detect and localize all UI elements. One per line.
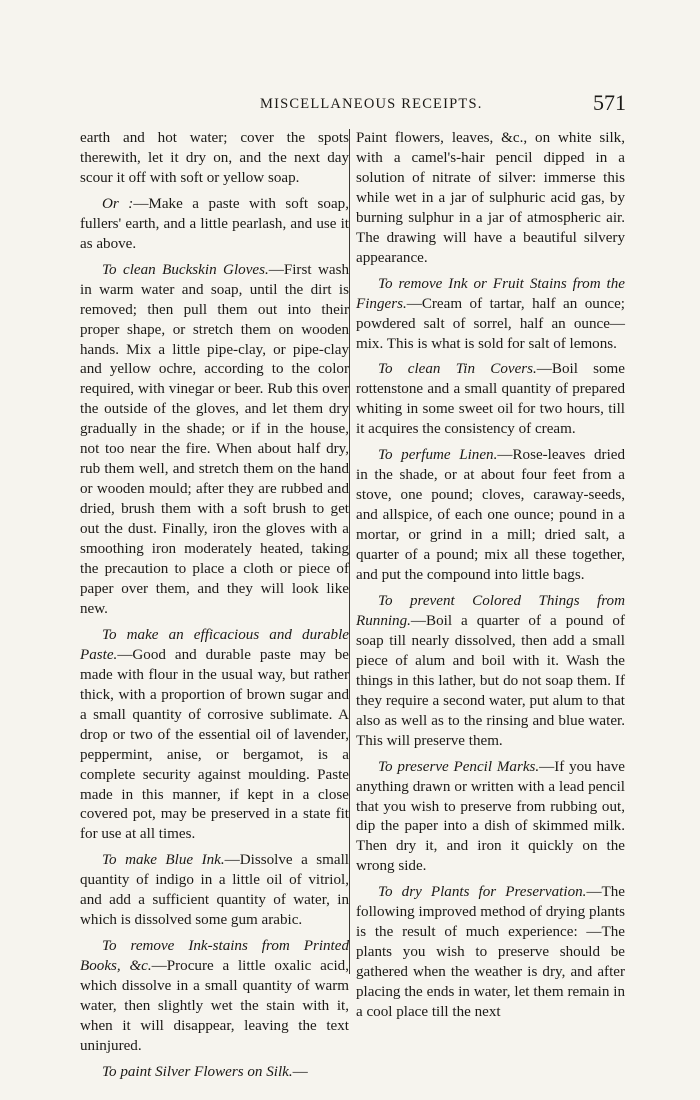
receipt-paragraph: To make Blue Ink.—Dissolve a small quantity of indigo in a little oil of vitriol, and add a sufficient quantity of water, in which is dissolved some gum arabic. <box>80 852 349 929</box>
receipt-paragraph: Paint flowers, leaves, &c., on white silk, with a camel's-hair pencil dipped in a solution of nitrate of silver: immerse this while wet in a jar of sulphuric acid gas, by burning sulphur in a jar of atmospheric air. The drawing will have a beautiful silvery appearance. <box>356 130 625 266</box>
receipt-paragraph: To make an efficacious and durable Paste.—Good and durable paste may be made with flour in the usual way, but rather thick, with a proportion of brown sugar and a small quantity of corrosive sublimate. A drop or two of the essential oil of lavender, peppermint, anise, or bergamot, is a complete security against moulding. Paste made in this manner, if kept in a close covered pot, may be preserved in a state fit for use at all times. <box>80 626 349 843</box>
receipt-paragraph: To preserve Pencil Marks.—If you have anything drawn or written with a lead pencil that you wish to preserve from rubbing out, dip the paper into a dish of skimmed milk. Then dry it, and iron it quickly on the wrong side. <box>356 758 625 875</box>
receipt-title: To prevent Colored Things from Running. <box>356 592 625 629</box>
receipt-paragraph: To paint Silver Flowers on Silk.— <box>102 1063 308 1080</box>
receipt-title: To clean Tin Covers. <box>378 361 537 378</box>
receipt-paragraph: To perfume Linen.—Rose-leaves dried in the shade, or at about four feet from a stove, one pound; cloves, caraway-seeds, and allspice, of each one ounce; pound in a mortar, or grind in a mill; dried salt, a quarter of a pound; mix all these together, and put the compound into little bags. <box>356 447 626 584</box>
receipt-title: To make Blue Ink. <box>102 852 225 869</box>
receipt-paragraph: To clean Tin Covers.—Boil some rottenstone and a small quantity of prepared whiting in some sweet oil for two hours, till it acquires the consistency of cream. <box>356 361 625 438</box>
receipt-paragraph: earth and hot water; cover the spots therewith, let it dry on, and the next day scour it off with soft or yellow soap. <box>80 130 349 186</box>
receipt-title: To make an efficacious and durable Paste. <box>80 626 349 663</box>
left-column <box>80 129 349 1080</box>
receipt-title: To remove Ink or Fruit Stains from the Fingers. <box>356 275 625 312</box>
right-column <box>356 129 626 1021</box>
receipt-title: To remove Ink-stains from Printed Books, &c. <box>80 938 349 975</box>
running-head: MISCELLANEOUS RECEIPTS. <box>260 96 483 112</box>
receipt-title: To clean Buckskin Gloves. <box>102 261 269 278</box>
receipt-paragraph: To remove Ink-stains from Printed Books, &c.—Procure a little oxalic acid, which dissolve in a small quantity of warm water, then slightly wet the stain with it, when it will disappear, leaving the text uninjured. <box>80 938 349 1054</box>
receipt-paragraph: To dry Plants for Preservation.—The following improved method of drying plants is the result of much experience: —The plants you wish to preserve should be gathered when the weather is dry, and after placing the ends in water, let them remain in a cool place till the next <box>356 884 625 1021</box>
receipt-title: To dry Plants for Preservation. <box>378 884 587 901</box>
receipt-title: To paint Silver Flowers on Silk. <box>102 1063 293 1080</box>
column-divider <box>349 129 350 974</box>
receipt-paragraph: Or :—Make a paste with soft soap, fullers' earth, and a little pearlash, and use it as above. <box>80 195 349 252</box>
page-number: 571 <box>593 90 626 115</box>
receipt-title: Or : <box>102 195 134 212</box>
receipt-paragraph: To remove Ink or Fruit Stains from the Fingers.—Cream of tartar, half an ounce; powdered salt of sorrel, half an ounce—mix. This is what is sold for salt of lemons. <box>356 275 625 352</box>
page-header <box>80 90 628 118</box>
receipt-paragraph: To clean Buckskin Gloves.—First wash in warm water and soap, until the dirt is removed; then pull them out into their proper shape, or stretch them on wooden hands. Mix a little pipe-clay, or pipe-clay and yellow ochre, according to the color required, with vinegar or beer. Rub this over the outside of the gloves, and let them dry gradually in the shade; or if in the house, not too near the fire. When about half dry, rub them well, and stretch them on the hand or wooden mould; after they are rubbed and dried, brush them with a soft brush to get out the dust. Finally, iron the gloves with a smoothing iron moderately heated, taking the precaution to place a cloth or piece of paper over them, and they will look like new. <box>80 261 349 617</box>
receipt-title: To preserve Pencil Marks. <box>378 758 540 775</box>
receipt-title: To perfume Linen. <box>378 447 498 464</box>
receipt-paragraph: To prevent Colored Things from Running.—Boil a quarter of a pound of soap till nearly dissolved, then add a small piece of alum and boil with it. Wash the things in this lather, but do not soap them. If they require a second water, put alum to that also as well as to the rinsing and blue water. This will preserve them. <box>356 592 625 749</box>
